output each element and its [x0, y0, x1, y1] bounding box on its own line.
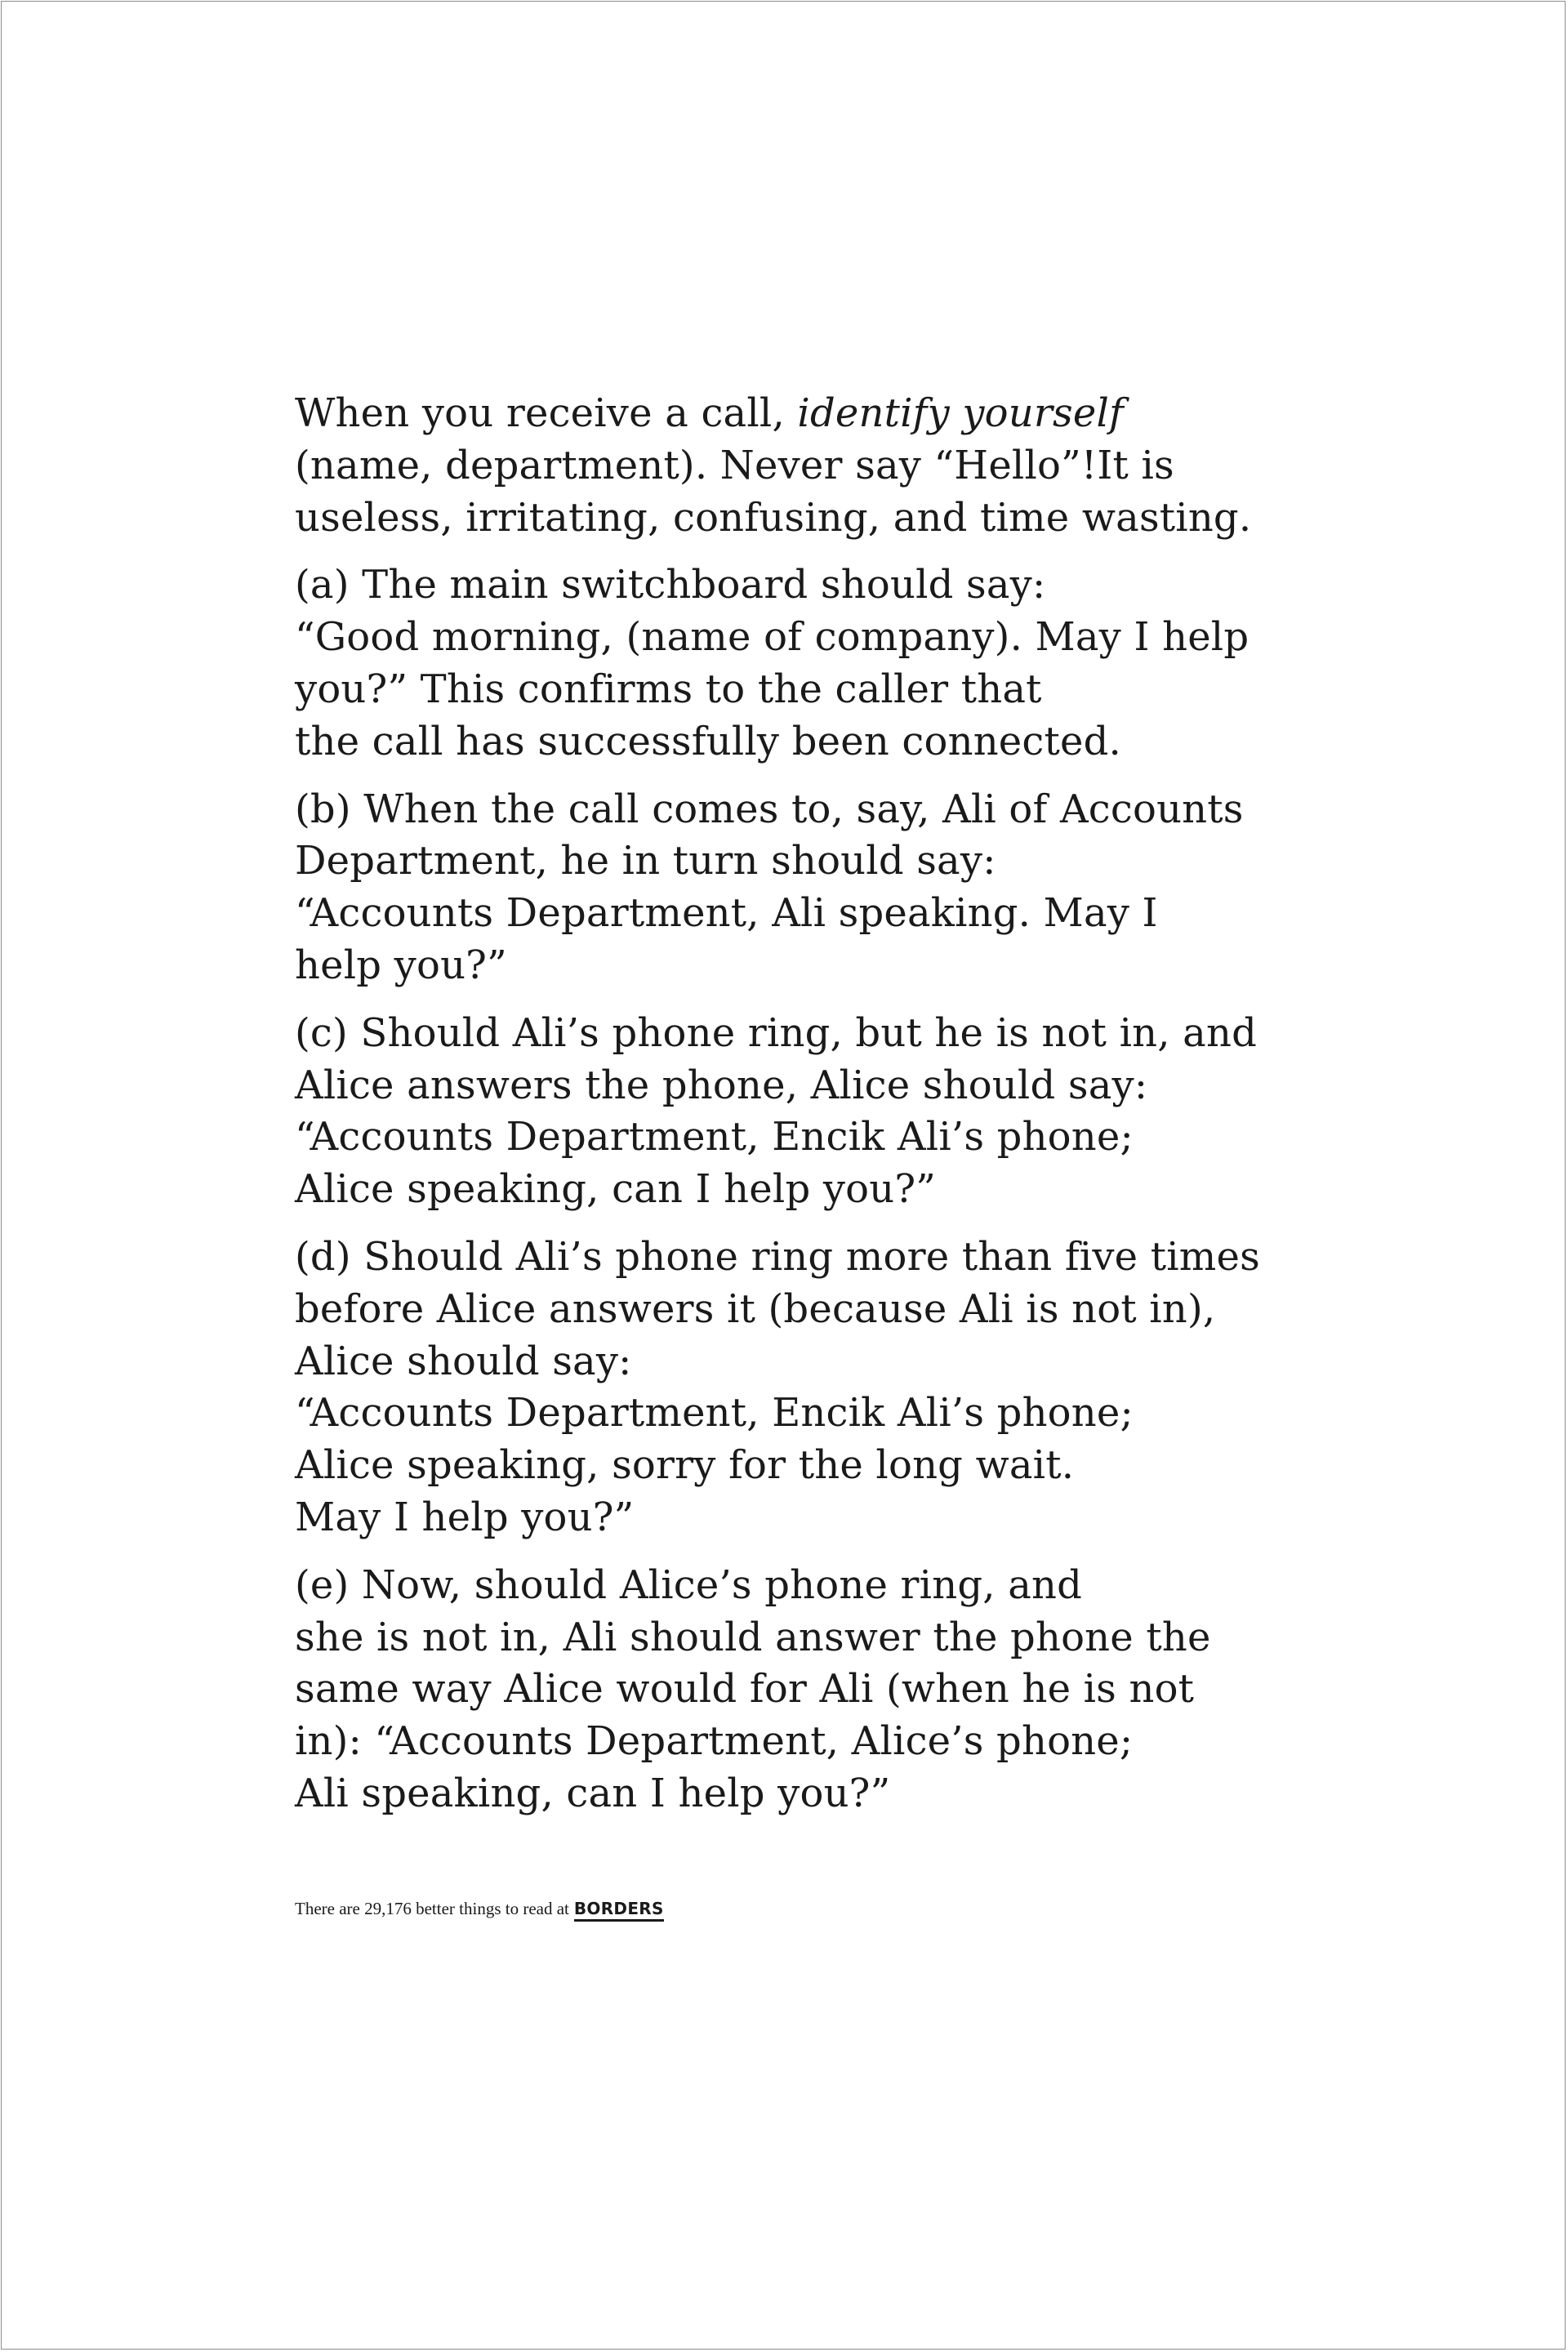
intro-emphasis: identify yourself [797, 390, 1125, 436]
paragraph-c-line: “Accounts Department, Encik Ali’s phone; [295, 1114, 1134, 1160]
paragraph-b [295, 784, 1324, 992]
paragraph-b-line: “Accounts Department, Ali speaking. May I [295, 890, 1158, 937]
paragraph-b-line: help you?” [295, 942, 507, 988]
paragraph-a-line: “Good morning, (name of company). May I help [295, 614, 1250, 661]
paragraph-e-line: in): “Accounts Department, Alice’s phone; [295, 1718, 1134, 1765]
paragraph-b-line: Department, he in turn should say: [295, 838, 996, 884]
tagline-text: There are 29,176 better things to read at [295, 1899, 569, 1918]
paragraph-a-line: (a) The main switchboard should say: [295, 562, 1046, 608]
paragraph-a [295, 559, 1324, 768]
intro-line-3: useless, irritating, confusing, and time wasting. [295, 494, 1252, 541]
intro-paragraph [295, 388, 1324, 544]
borders-logo: BORDERS [574, 1900, 664, 1922]
intro-line-1 [295, 388, 1324, 440]
paragraph-e-line: Ali speaking, can I help you?” [295, 1770, 891, 1816]
paragraph-a-line: you?” This confirms to the caller that [295, 666, 1042, 712]
footer-tagline [295, 1899, 664, 1922]
paragraph-d-line: Alice speaking, sorry for the long wait. [295, 1442, 1075, 1489]
paragraph-e [295, 1560, 1324, 1820]
paragraph-d-line: Alice should say: [295, 1338, 632, 1384]
intro-line-2: (name, department). Never say “Hello”!It is [295, 442, 1174, 488]
body-copy [295, 388, 1324, 1836]
intro-line-1-text: When you receive a call, [295, 390, 798, 436]
paragraph-d-line: “Accounts Department, Encik Ali’s phone; [295, 1390, 1134, 1437]
paragraph-c-line: Alice answers the phone, Alice should say: [295, 1062, 1148, 1108]
paragraph-c-line: (c) Should Ali’s phone ring, but he is not in, and [295, 1009, 1258, 1056]
paragraph-d-line: before Alice answers it (because Ali is not in), [295, 1285, 1216, 1332]
paragraph-b-line: (b) When the call comes to, say, Ali of Accounts [295, 786, 1244, 832]
paragraph-d-line: May I help you?” [295, 1494, 635, 1540]
paragraph-e-line: same way Alice would for Ali (when he is not [295, 1666, 1195, 1713]
paragraph-c-line: Alice speaking, can I help you?” [295, 1166, 937, 1213]
paragraph-a-line: the call has successfully been connected. [295, 718, 1121, 764]
paragraph-e-line: she is not in, Ali should answer the phone the [295, 1614, 1211, 1660]
paragraph-e-line: (e) Now, should Alice’s phone ring, and [295, 1561, 1083, 1608]
paragraph-d-line: (d) Should Ali’s phone ring more than five times [295, 1233, 1260, 1280]
paragraph-d [295, 1232, 1324, 1544]
paragraph-c [295, 1008, 1324, 1216]
